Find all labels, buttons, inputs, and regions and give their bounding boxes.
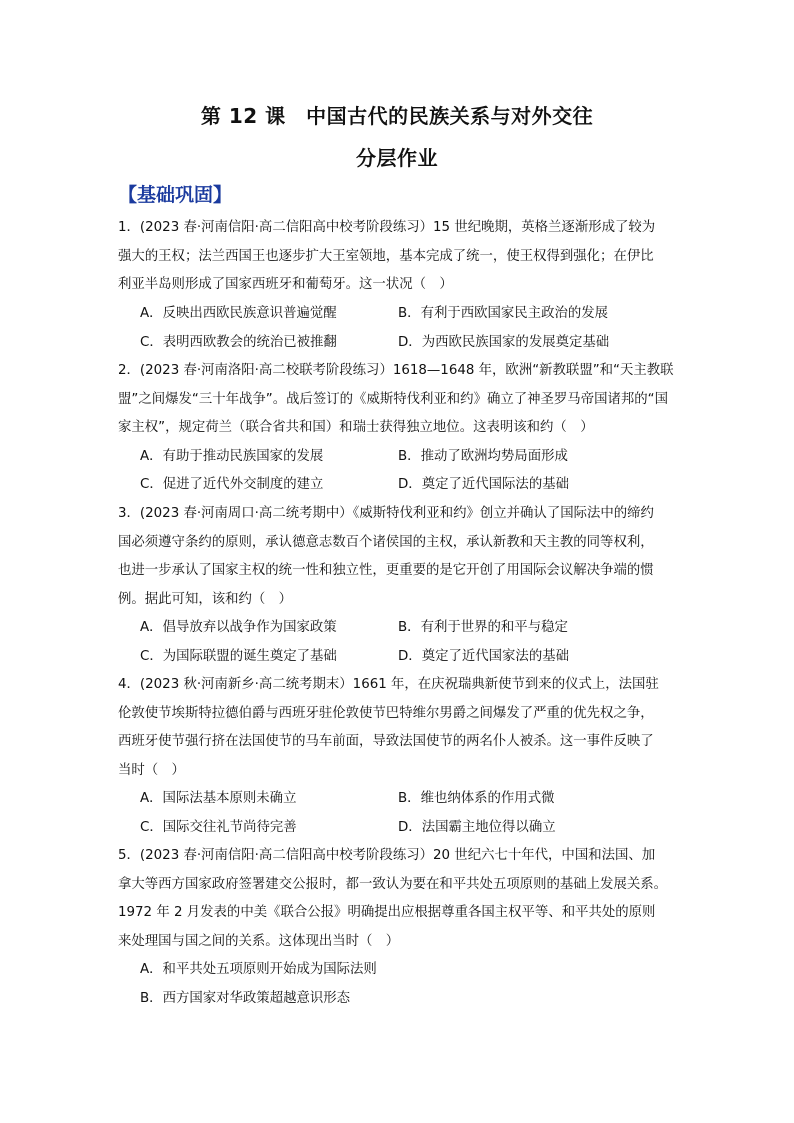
question-3-line: 国必须遵守条约的原则，承认德意志数百个诸侯国的主权，承认新教和天主教的同等权利， [118,535,654,550]
question-2-option-c[interactable]: C．促进了近代外交制度的建立 [140,477,324,492]
question-3-line: 例。据此可知，该和约（ ） [118,592,293,607]
lesson-title: 第 12 课 中国古代的民族关系与对外交往 [200,104,594,128]
question-1-option-c[interactable]: C．表明西欧教会的统治已被推翻 [140,335,337,350]
question-2-line: 家主权”，规定荷兰（联合省共和国）和瑞士获得独立地位。这表明该和约（ ） [118,420,594,435]
question-5-line: 拿大等西方国家政府签署建交公报时，都一致认为要在和平共处五项原则的基础上发展关系。 [118,877,668,892]
question-1-option-b[interactable]: B．有利于西欧国家民主政治的发展 [398,306,609,321]
question-2-line: 2．(2023 春·河南洛阳·高二校联考阶段练习）1618—1648 年，欧洲“新教联盟”和“天主教联 [118,363,674,378]
question-3-line: 3．(2023 春·河南周口·高二统考期中）《威斯特伐利亚和约》创立并确认了国际法中的缔约 [118,506,654,521]
section-heading: 【基础巩固】 [118,184,233,206]
question-4-option-b[interactable]: B．维也纳体系的作用式微 [398,791,555,806]
question-3-option-d[interactable]: D．奠定了近代国家法的基础 [398,649,569,664]
question-4-line: 伦敦使节埃斯特拉德伯爵与西班牙驻伦敦使节巴特维尔男爵之间爆发了严重的优先权之争， [118,706,654,721]
question-4-line: 当时（ ） [118,763,185,778]
question-4-option-a[interactable]: A．国际法基本原则未确立 [140,791,297,806]
question-3-option-b[interactable]: B．有利于世界的和平与稳定 [398,620,568,635]
question-5-line: 5．(2023 春·河南信阳·高二信阳高中校考阶段练习）20 世纪六七十年代，中国和法国、加 [118,848,656,863]
page-subtitle: 分层作业 [356,146,438,170]
question-1-option-d[interactable]: D．为西欧民族国家的发展奠定基础 [398,335,610,350]
question-3-line: 也进一步承认了国家主权的统一性和独立性，更重要的是它开创了用国际会议解决争端的惯 [118,563,654,578]
question-4-line: 西班牙使节强行挤在法国使节的马车前面，导致法国使节的两名仆人被杀。这一事件反映了 [118,734,654,749]
question-4-option-c[interactable]: C．国际交往礼节尚待完善 [140,820,297,835]
question-2-option-d[interactable]: D．奠定了近代国际法的基础 [398,477,569,492]
question-3-option-a[interactable]: A．倡导放弃以战争作为国家政策 [140,620,337,635]
question-5-option-a[interactable]: A．和平共处五项原则开始成为国际法则 [140,962,377,977]
question-2-option-b[interactable]: B．推动了欧洲均势局面形成 [398,449,568,464]
question-1-line: 强大的王权；法兰西国王也逐步扩大王室领地，基本完成了统一，使王权得到强化；在伊比 [118,249,654,264]
question-4-option-d[interactable]: D．法国霸主地位得以确立 [398,820,556,835]
question-5-line: 来处理国与国之间的关系。这体现出当时（ ） [118,934,400,949]
question-1-line: 1．(2023 春·河南信阳·高二信阳高中校考阶段练习）15 世纪晚期，英格兰逐渐形成了较为 [118,220,656,235]
question-2-option-a[interactable]: A．有助于推动民族国家的发展 [140,449,324,464]
question-5-option-b[interactable]: B．西方国家对华政策超越意识形态 [140,991,351,1006]
question-2-line: 盟”之间爆发“三十年战争”。战后签订的《威斯特伐利亚和约》确立了神圣罗马帝国诸邦的“国 [118,392,668,407]
question-4-line: 4．(2023 秋·河南新乡·高二统考期末）1661 年，在庆祝瑞典新使节到来的仪式上，法国驻 [118,677,659,692]
question-5-line: 1972 年 2 月发表的中美《联合公报》明确提出应根据尊重各国主权平等、和平共处的原则 [118,905,656,920]
question-1-line: 利亚半岛则形成了国家西班牙和葡萄牙。这一状况（ ） [118,277,453,292]
question-1-option-a[interactable]: A．反映出西欧民族意识普遍觉醒 [140,306,337,321]
question-3-option-c[interactable]: C．为国际联盟的诞生奠定了基础 [140,649,337,664]
